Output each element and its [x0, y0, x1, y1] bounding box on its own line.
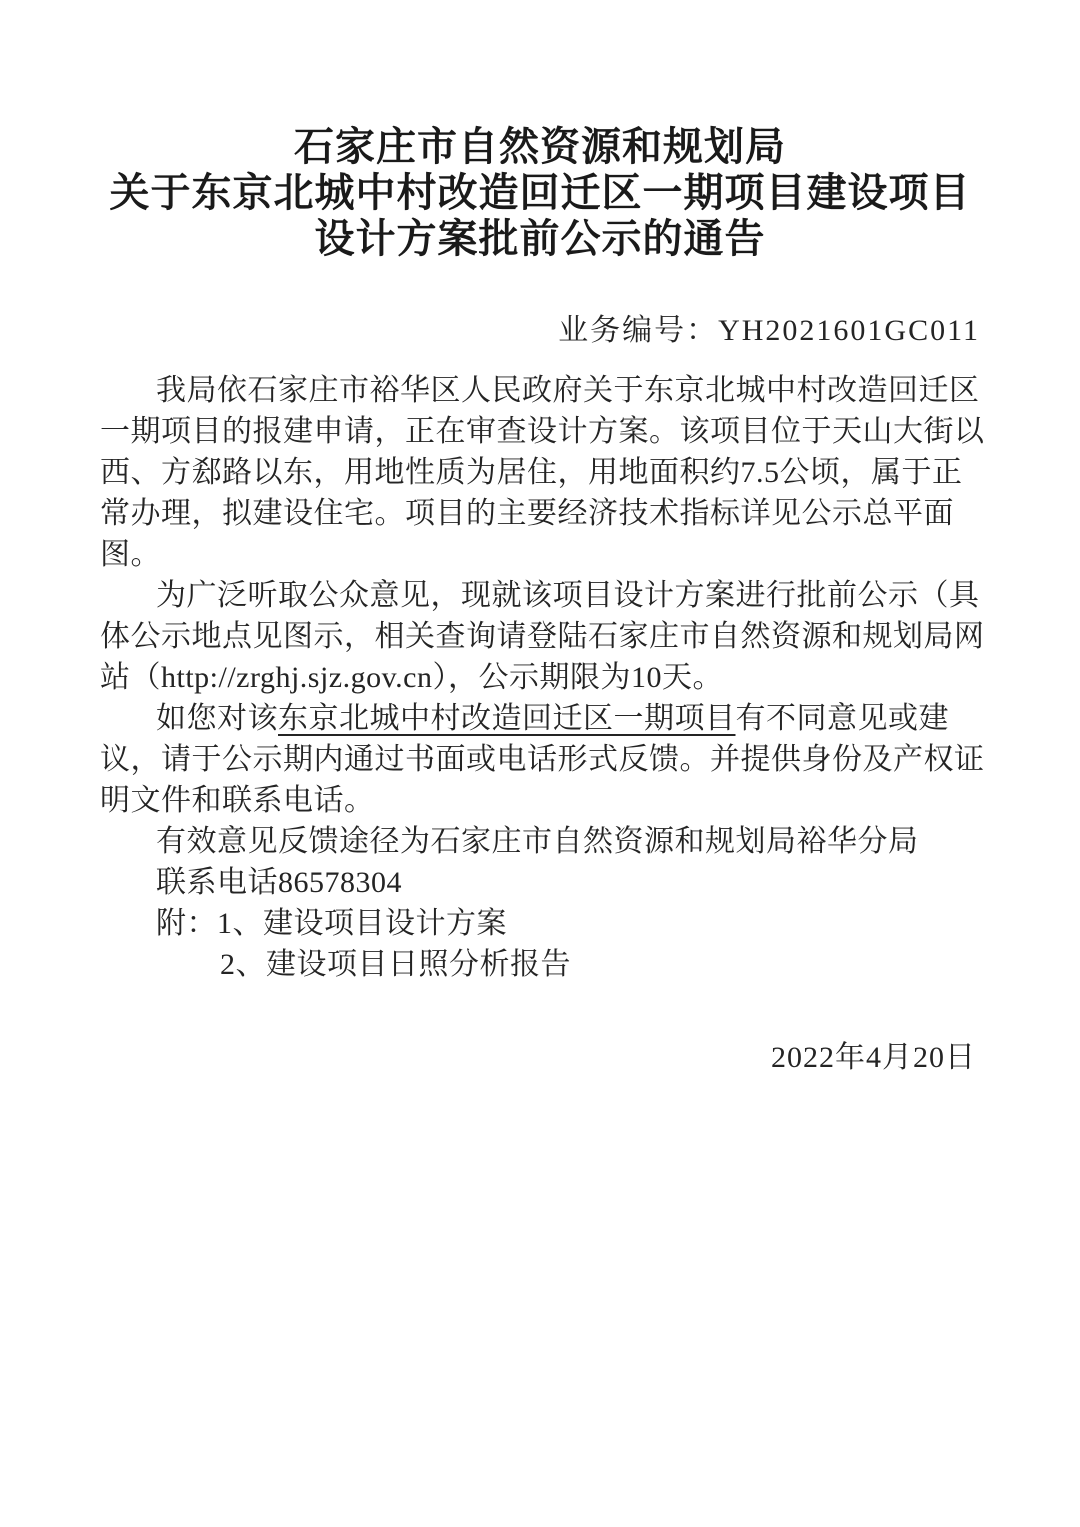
- business-number: 业务编号：YH2021601GC011: [558, 314, 980, 347]
- title-line-subject: 关于东京北城中村改造回迁区一期项目建设项目: [109, 171, 971, 215]
- title-line-issuer: 石家庄市自然资源和规划局: [294, 125, 786, 169]
- paragraph-2-line-3: 站（http://zrghj.sjz.gov.cn），公示期限为10天。: [100, 661, 723, 694]
- paragraph-1-line-1: 我局依石家庄市裕华区人民政府关于东京北城中村改造回迁区: [156, 374, 980, 407]
- paragraph-1-line-4: 常办理，拟建设住宅。项目的主要经济技术指标详见公示总平面: [100, 497, 954, 530]
- document-date: 2022年4月20日: [771, 1041, 976, 1074]
- paragraph-3-line-1-pre: 如您对该: [156, 702, 278, 735]
- paragraph-2-line-2: 体公示地点见图示，相关查询请登陆石家庄市自然资源和规划局网: [100, 620, 985, 653]
- attachment-line-1: 附：1、建设项目设计方案: [156, 907, 507, 940]
- paragraph-3-line-1: [100, 698, 980, 739]
- document-title: [100, 124, 980, 262]
- document-body: [100, 370, 985, 985]
- attachment-line-2: 2、建设项目日照分析报告: [220, 948, 571, 981]
- feedback-channel-line: 有效意见反馈途径为石家庄市自然资源和规划局裕华分局: [156, 825, 919, 858]
- paragraph-1-line-3: 西、方郄路以东，用地性质为居住，用地面积约7.5公顷，属于正: [100, 456, 963, 489]
- paragraph-1-line-5: 图。: [100, 538, 161, 571]
- paragraph-2-line-1: 为广泛听取公众意见，现就该项目设计方案进行批前公示（具: [156, 579, 980, 612]
- contact-phone-line: 联系电话86578304: [156, 866, 402, 899]
- paragraph-3-line-1-post: 有不同意见或建: [735, 702, 949, 735]
- paragraph-3-line-2: 议，请于公示期内通过书面或电话形式反馈。并提供身份及产权证: [100, 743, 985, 776]
- paragraph-3-line-3: 明文件和联系电话。: [100, 784, 375, 817]
- paragraph-1-line-2: 一期项目的报建申请，正在审查设计方案。该项目位于天山大街以: [100, 415, 985, 448]
- title-line-notice-type: 设计方案批前公示的通告: [314, 217, 766, 261]
- project-name-underlined: 东京北城中村改造回迁区一期项目: [278, 702, 736, 735]
